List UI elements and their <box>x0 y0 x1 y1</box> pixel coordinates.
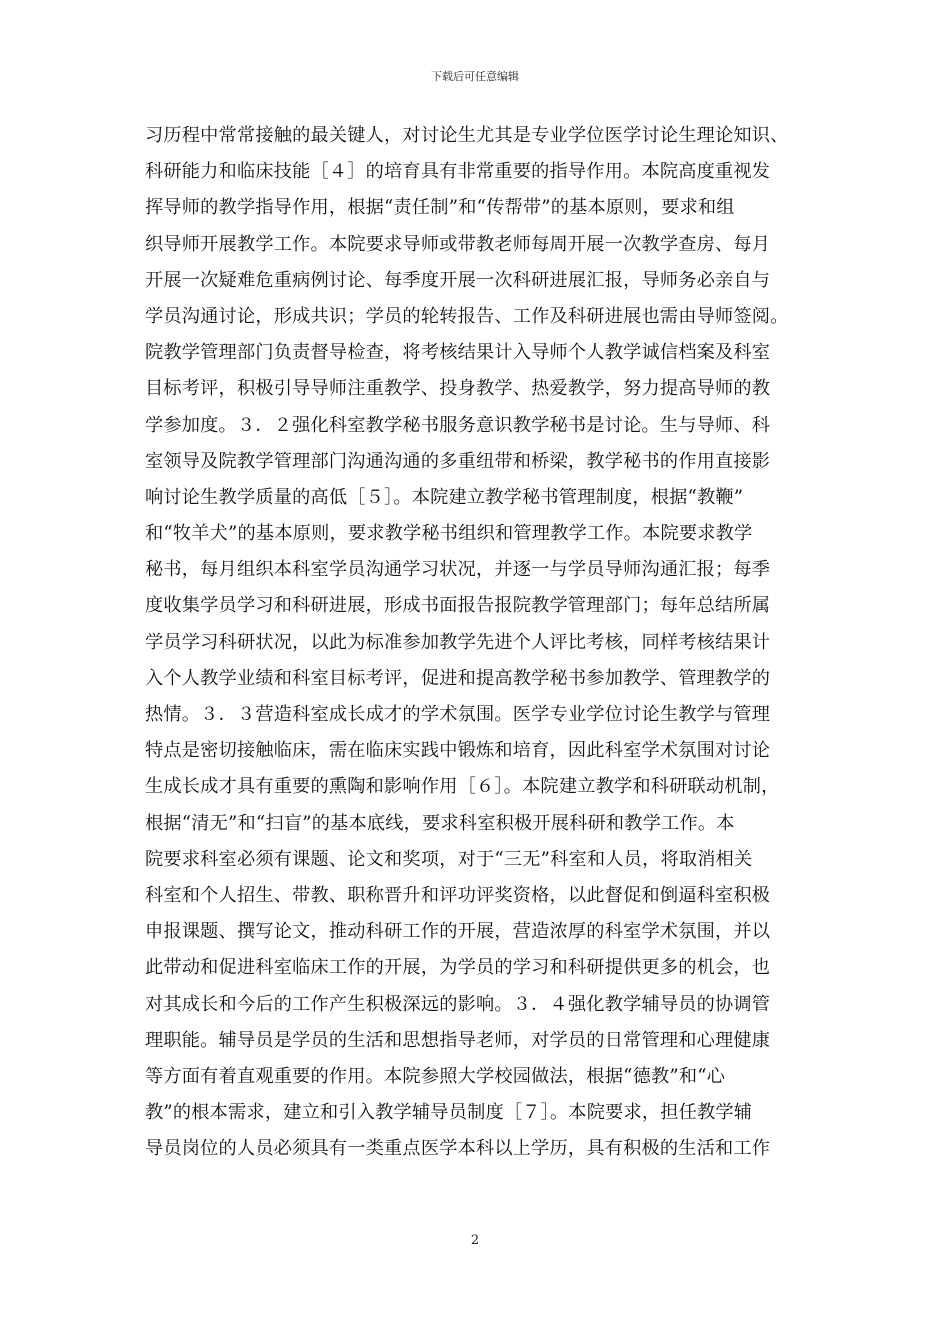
text-line: 科室和个人招生、带教、职称晋升和评功评奖资格，以此督促和倒逼科室积极 <box>145 884 771 906</box>
text-line: 入个人教学业绩和科室目标考评，促进和提高教学秘书参加教学、管理教学的 <box>145 667 771 689</box>
text-line: 等方面有着直观重要的作用。本院参照大学校园做法，根据“德教”和“心 <box>145 1065 726 1087</box>
text-line: 秘书，每月组织本科室学员沟通学习状况，并逐一与学员导师沟通汇报；每季 <box>145 559 771 581</box>
text-line: 院要求科室必须有课题、论文和奖项，对于“三无”科室和人员，将取消相关 <box>145 848 753 870</box>
text-line: 院教学管理部门负责督导检查，将考核结果计入导师个人教学诚信档案及科室 <box>145 342 771 364</box>
text-line: 科研能力和临床技能［４］的培育具有非常重要的指导作用。本院高度重视发 <box>145 161 771 183</box>
text-line: 特点是密切接触临床，需在临床实践中锻炼和培育，因此科室学术氛围对讨论 <box>145 740 771 762</box>
text-line: 学参加度。３．２强化科室教学秘书服务意识教学秘书是讨论。生与导师、科 <box>145 414 771 436</box>
text-line: 度收集学员学习和科研进展，形成书面报告报院教学管理部门；每年总结所属 <box>145 595 771 617</box>
page-header: 下载后可任意编辑 <box>431 70 519 83</box>
text-line: 教”的根本需求，建立和引入教学辅导员制度［７］。本院要求，担任教学辅 <box>145 1102 753 1124</box>
text-line: 此带动和促进科室临床工作的开展，为学员的学习和科研提供更多的机会，也 <box>145 957 771 979</box>
text-line: 导员岗位的人员必须具有一类重点医学本科以上学历，具有积极的生活和工作 <box>145 1138 771 1160</box>
text-line: 习历程中常常接触的最关键人，对讨论生尤其是专业学位医学讨论生理论知识、 <box>145 125 789 146</box>
text-line: 目标考评，积极引导导师注重教学、投身教学、热爱教学，努力提高导师的教 <box>145 378 771 400</box>
text-line: 生成长成才具有重要的熏陶和影响作用［６］。本院建立教学和科研联动机制， <box>145 776 780 798</box>
page-number: 2 <box>470 1233 480 1248</box>
text-line: 学员沟通讨论，形成共识；学员的轮转报告、工作及科研进展也需由导师签阅。 <box>145 305 789 327</box>
text-line: 申报课题、撰写论文，推动科研工作的开展，营造浓厚的科室学术氛围，并以 <box>145 921 771 943</box>
text-line: 学员学习科研状况，以此为标准参加教学先进个人评比考核，同样考核结果计 <box>145 631 771 653</box>
text-line: 挥导师的教学指导作用，根据“责任制”和“传帮带”的基本原则，要求和组 <box>145 197 735 219</box>
text-line: 和“牧羊犬”的基本原则，要求教学秘书组织和管理教学工作。本院要求教学 <box>145 523 753 545</box>
text-line: 响讨论生教学质量的高低［５］。本院建立教学秘书管理制度，根据“教鞭” <box>145 486 744 508</box>
text-line: 织导师开展教学工作。本院要求导师或带教老师每周开展一次教学查房、每月 <box>145 233 771 255</box>
text-line: 开展一次疑难危重病例讨论、每季度开展一次科研进展汇报，导师务必亲自与 <box>145 269 771 291</box>
body-text <box>145 118 815 1167</box>
text-line: 对其成长和今后的工作产生积极深远的影响。３．４强化教学辅导员的协调管 <box>145 993 771 1015</box>
text-line: 理职能。辅导员是学员的生活和思想指导老师，对学员的日常管理和心理健康 <box>145 1029 771 1051</box>
text-line: 根据“清无”和“扫盲”的基本底线，要求科室积极开展科研和教学工作。本 <box>145 812 735 834</box>
text-line: 热情。３．３营造科室成长成才的学术氛围。医学专业学位讨论生教学与管理 <box>145 704 771 725</box>
text-line: 室领导及院教学管理部门沟通沟通的多重纽带和桥梁，教学秘书的作用直接影 <box>145 450 771 472</box>
